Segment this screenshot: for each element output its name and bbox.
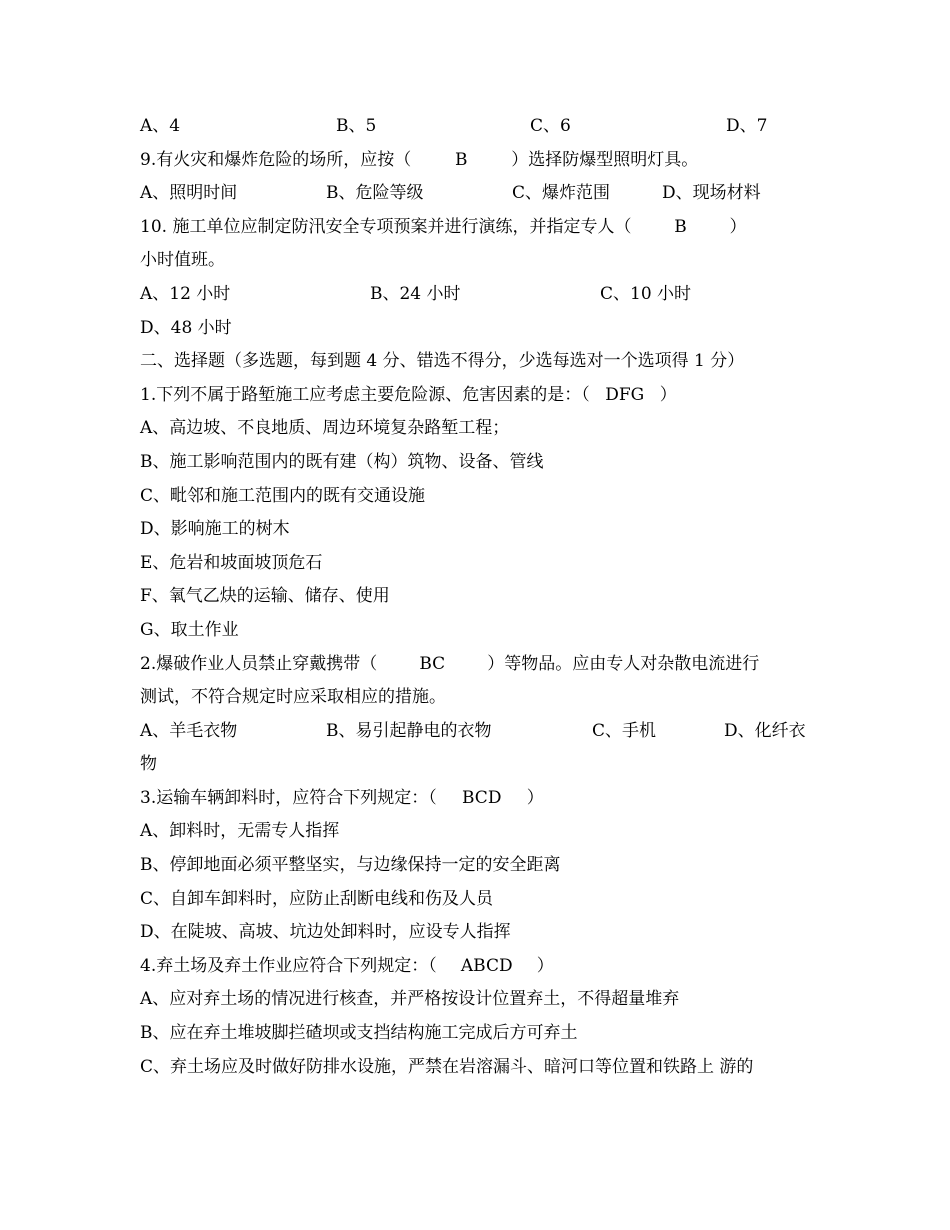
option-d: D、现场材料: [662, 183, 761, 204]
multi-question-3: 3.运输车辆卸料时，应符合下列规定：（ BCD ）: [140, 782, 820, 816]
option-b: B、危险等级: [326, 183, 424, 204]
option-a: A、卸料时，无需专人指挥: [140, 821, 340, 842]
section-2-heading: 二、选择题（多选题，每到题 4 分、错选不得分，少选每选对一个选项得 1 分）: [140, 351, 745, 372]
option-c: C、爆炸范围: [512, 183, 611, 204]
question-10: 10. 施工单位应制定防汛安全专项预案并进行演练，并指定专人（ B ）: [140, 211, 820, 245]
option-g: G、取土作业: [140, 619, 239, 640]
document-page: [140, 110, 820, 1084]
answer-blank: B: [454, 149, 468, 170]
option-a: A、照明时间: [140, 183, 238, 204]
option-c: C、自卸车卸料时，应防止刮断电线和伤及人员: [140, 888, 494, 909]
option-b: B、5: [336, 116, 377, 136]
answer-blank: DFG: [605, 384, 645, 405]
multi-question-2-options-cont: 物: [140, 754, 157, 775]
option-a: A、羊毛衣物: [140, 720, 238, 741]
answer-blank: BCD: [462, 787, 502, 808]
option-c: C、6: [530, 116, 571, 136]
option-b: B、24 小时: [370, 283, 461, 304]
question-10-cont: 小时值班。: [140, 250, 225, 271]
option-a: A、应对弃土场的情况进行核查，并严格按设计位置弃土，不得超量堆弃: [140, 989, 680, 1010]
question-9-options: [140, 177, 820, 211]
option-b: B、易引起静电的衣物: [326, 720, 492, 741]
option-f: F、氧气乙炔的运输、储存、使用: [140, 586, 390, 607]
option-b: B、应在弃土堆坡脚拦碴坝或支挡结构施工完成后方可弃土: [140, 1023, 578, 1044]
option-d: D、在陡坡、高坡、坑边处卸料时，应设专人指挥: [140, 922, 511, 943]
answer-blank: B: [674, 216, 687, 237]
option-a: A、4: [140, 116, 181, 136]
option-c: C、弃土场应及时做好防排水设施，严禁在岩溶漏斗、暗河口等位置和铁路上 游的: [140, 1056, 754, 1077]
multi-question-2: 2.爆破作业人员禁止穿戴携带（ BC ）等物品。应由专人对杂散电流进行: [140, 648, 820, 682]
multi-question-4: 4.弃土场及弃土作业应符合下列规定：（ ABCD ）: [140, 950, 820, 984]
option-a: A、12 小时: [140, 283, 231, 304]
question-10-options: [140, 278, 820, 312]
question-10-option-d: D、48 小时: [140, 317, 232, 338]
answer-blank: BC: [419, 653, 446, 674]
question-8-options: [140, 110, 820, 144]
option-a: A、高边坡、不良地质、周边环境复杂路堑工程；: [140, 418, 510, 439]
option-c: C、毗邻和施工范围内的既有交通设施: [140, 485, 426, 506]
option-d: D、影响施工的树木: [140, 519, 290, 540]
answer-blank: ABCD: [460, 955, 513, 976]
option-c: C、手机: [592, 720, 657, 741]
multi-question-1: 1.下列不属于路堑施工应考虑主要危险源、危害因素的是：（ DFG ）: [140, 379, 820, 413]
multi-question-2-cont: 测试，不符合规定时应采取相应的措施。: [140, 687, 446, 708]
option-d: D、化纤衣: [724, 720, 806, 741]
option-b: B、施工影响范围内的既有建（构）筑物、设备、管线: [140, 451, 544, 472]
multi-question-2-options: [140, 715, 820, 749]
option-e: E、危岩和坡面坡顶危石: [140, 552, 323, 573]
option-c: C、10 小时: [600, 283, 692, 304]
option-d: D、7: [726, 116, 768, 136]
question-9: 9.有火灾和爆炸危险的场所，应按（ B ）选择防爆型照明灯具。: [140, 144, 820, 178]
option-b: B、停卸地面必须平整坚实，与边缘保持一定的安全距离: [140, 855, 561, 876]
